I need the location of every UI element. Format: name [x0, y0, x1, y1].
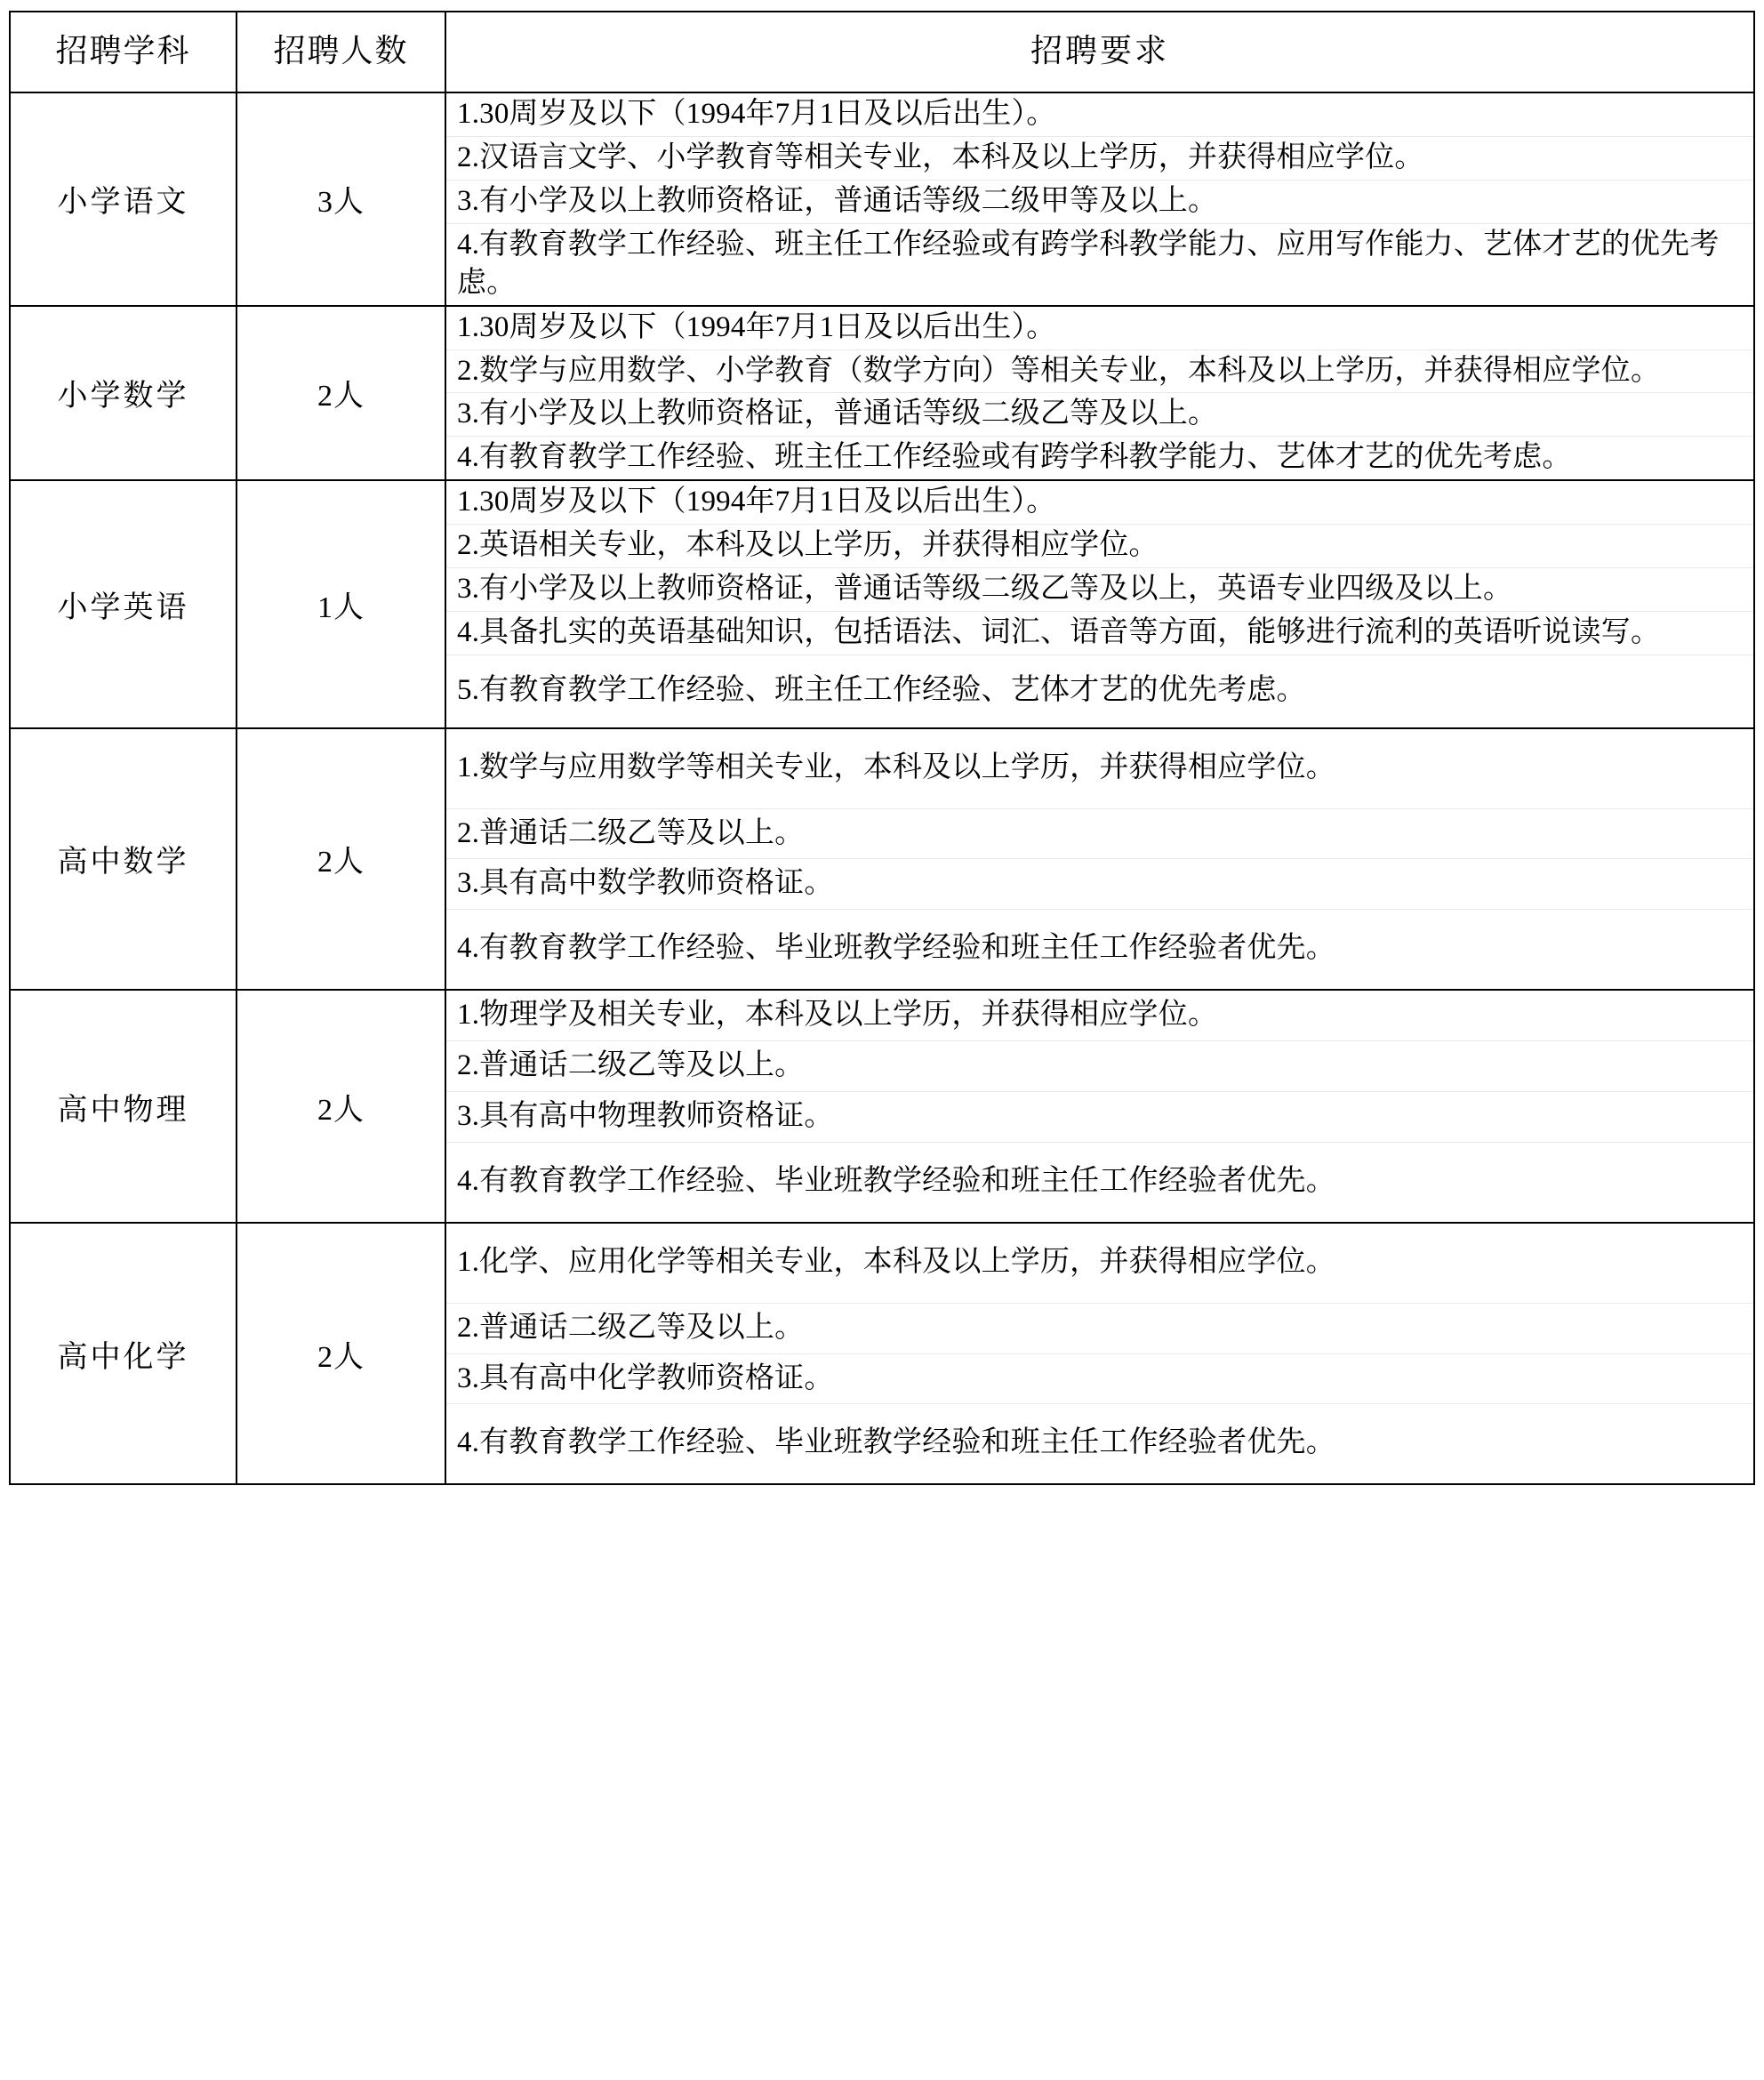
cell-count: 3人 — [237, 92, 445, 305]
cell-requirements — [445, 990, 1754, 1223]
requirement-item: 4.有教育教学工作经验、毕业班教学经验和班主任工作经验者优先。 — [457, 1164, 1335, 1197]
requirement-item: 2.普通话二级乙等及以上。 — [446, 1304, 1753, 1354]
table-row — [10, 480, 1754, 727]
requirement-item: 4.有教育教学工作经验、毕业班教学经验和班主任工作经验者优先。 — [457, 1426, 1335, 1459]
cell-requirements — [445, 1223, 1754, 1485]
cell-count: 2人 — [237, 990, 445, 1223]
table-row — [10, 990, 1754, 1223]
header-row — [10, 12, 1754, 92]
requirement-item: 3.具有高中化学教师资格证。 — [446, 1354, 1753, 1405]
requirement-item: 1.30周岁及以下（1994年7月1日及以后出生）。 — [446, 307, 1753, 350]
cell-subject: 小学英语 — [10, 480, 237, 727]
cell-count: 1人 — [237, 480, 445, 727]
requirement-item: 3.有小学及以上教师资格证，普通话等级二级乙等及以上，英语专业四级及以上。 — [446, 568, 1753, 612]
cell-subject: 小学语文 — [10, 92, 237, 305]
requirement-item: 3.具有高中物理教师资格证。 — [446, 1092, 1753, 1143]
recruitment-table — [9, 11, 1755, 1485]
cell-subject: 高中物理 — [10, 990, 237, 1223]
requirement-item: 4.有教育教学工作经验、班主任工作经验或有跨学科教学能力、应用写作能力、艺体才艺的优先考虑。 — [457, 228, 1720, 299]
requirement-item: 1.30周岁及以下（1994年7月1日及以后出生）。 — [446, 481, 1753, 525]
cell-requirements — [445, 480, 1754, 727]
requirement-item: 3.有小学及以上教师资格证，普通话等级二级甲等及以上。 — [446, 181, 1753, 224]
requirement-list — [446, 991, 1753, 1222]
cell-requirements — [445, 728, 1754, 991]
column-header-subject: 招聘学科 — [10, 12, 237, 92]
cell-requirements — [445, 306, 1754, 481]
requirement-item: 1.物理学及相关专业，本科及以上学历，并获得相应学位。 — [446, 991, 1753, 1041]
cell-count: 2人 — [237, 306, 445, 481]
table-row — [10, 92, 1754, 305]
cell-subject: 高中数学 — [10, 728, 237, 991]
column-header-requirements: 招聘要求 — [445, 12, 1754, 92]
requirement-list — [446, 481, 1753, 727]
requirement-list — [446, 1224, 1753, 1484]
table-header — [10, 12, 1754, 92]
requirement-item: 3.具有高中数学教师资格证。 — [446, 859, 1753, 910]
cell-subject: 小学数学 — [10, 306, 237, 481]
requirement-item: 1.数学与应用数学等相关专业，本科及以上学历，并获得相应学位。 — [446, 729, 1753, 809]
cell-requirements — [445, 92, 1754, 305]
table-row — [10, 306, 1754, 481]
table-row — [10, 1223, 1754, 1485]
requirement-item: 4.具备扎实的英语基础知识，包括语法、词汇、语音等方面，能够进行流利的英语听说读写。 — [446, 612, 1753, 655]
cell-count: 2人 — [237, 1223, 445, 1485]
table-body — [10, 92, 1754, 1484]
requirement-item: 1.化学、应用化学等相关专业，本科及以上学历，并获得相应学位。 — [446, 1224, 1753, 1304]
cell-subject: 高中化学 — [10, 1223, 237, 1485]
requirement-item: 2.汉语言文学、小学教育等相关专业，本科及以上学历，并获得相应学位。 — [446, 137, 1753, 181]
requirement-item: 5.有教育教学工作经验、班主任工作经验、艺体才艺的优先考虑。 — [457, 673, 1306, 706]
table-row — [10, 728, 1754, 991]
requirement-item: 3.有小学及以上教师资格证，普通话等级二级乙等及以上。 — [446, 393, 1753, 437]
requirement-item: 4.有教育教学工作经验、班主任工作经验或有跨学科教学能力、艺体才艺的优先考虑。 — [457, 441, 1572, 474]
requirement-list — [446, 93, 1753, 304]
requirement-item: 2.普通话二级乙等及以上。 — [446, 809, 1753, 860]
column-header-count: 招聘人数 — [237, 12, 445, 92]
requirement-list — [446, 729, 1753, 990]
requirement-item: 1.30周岁及以下（1994年7月1日及以后出生）。 — [446, 93, 1753, 137]
requirement-item: 4.有教育教学工作经验、毕业班教学经验和班主任工作经验者优先。 — [457, 932, 1335, 965]
requirement-item: 2.普通话二级乙等及以上。 — [446, 1041, 1753, 1092]
requirement-item: 2.英语相关专业，本科及以上学历，并获得相应学位。 — [446, 525, 1753, 568]
requirement-list — [446, 307, 1753, 480]
cell-count: 2人 — [237, 728, 445, 991]
requirement-item: 2.数学与应用数学、小学教育（数学方向）等相关专业，本科及以上学历，并获得相应学位。 — [446, 350, 1753, 394]
